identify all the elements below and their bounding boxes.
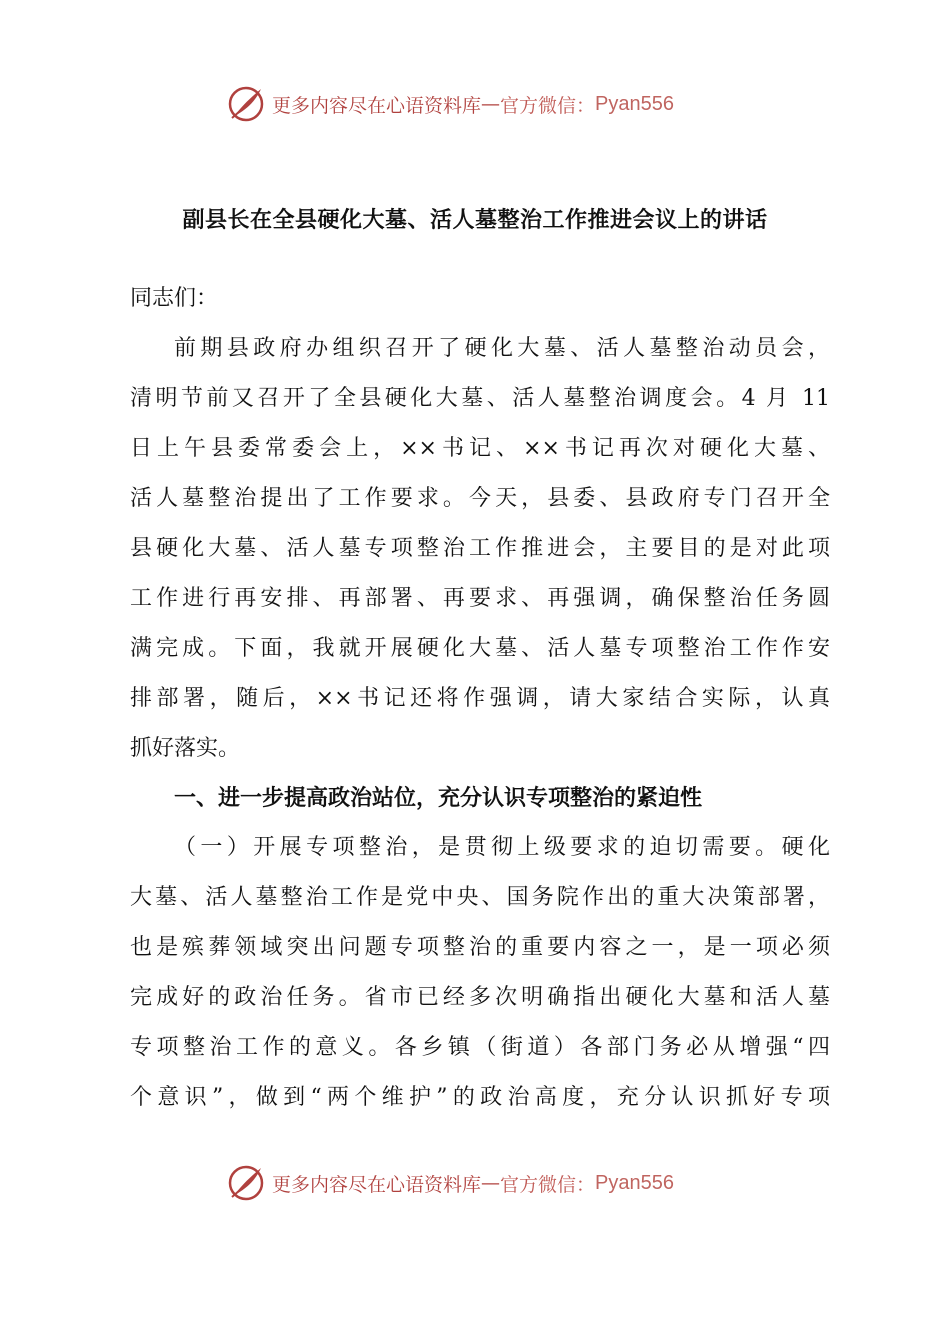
salutation: 同志们：: [130, 286, 219, 311]
paragraph-line: 县硬化大墓、活人墓专项整治工作推进会，主要目的是对此项: [130, 536, 830, 561]
paragraph-line: 满完成。下面，我就开展硬化大墓、活人墓专项整治工作作安: [130, 636, 830, 661]
banner-wechat-id: Pyan556: [595, 92, 674, 115]
section-paragraph-line: 大墓、活人墓整治工作是党中央、国务院作出的重大决策部署，: [130, 885, 830, 910]
paragraph-line: 日上午县委常委会上，××书记、××书记再次对硬化大墓、: [130, 436, 830, 461]
section-paragraph-line: 个意识”，做到“两个维护”的政治高度，充分认识抓好专项: [130, 1085, 830, 1110]
banner-separator: —: [481, 93, 501, 115]
banner-main-text: 更多内容尽在心语资料库: [272, 1173, 482, 1196]
paragraph-line: 抓好落实。: [130, 736, 241, 761]
paragraph-line: 活人墓整治提出了工作要求。今天，县委、县政府专门召开全: [130, 486, 830, 511]
section-heading: 一、进一步提高政治站位，充分认识专项整治的紧迫性: [174, 785, 703, 811]
section-paragraph-line: 也是殡葬领域突出问题专项整治的重要内容之一，是一项必须: [130, 935, 830, 960]
document-title: 副县长在全县硬化大墓、活人墓整治工作推进会议上的讲话: [182, 207, 768, 233]
banner-wechat-id: Pyan556: [595, 1171, 674, 1194]
paragraph-line: 排部署，随后，××书记还将作强调，请大家结合实际，认真: [130, 686, 830, 711]
quill-logo-icon: [226, 1163, 266, 1203]
section-paragraph-line: 专项整治工作的意义。各乡镇（街道）各部门务必从增强“四: [130, 1035, 830, 1060]
footer-watermark-banner: [226, 1161, 674, 1205]
section-paragraph-line: 完成好的政治任务。省市已经多次明确指出硬化大墓和活人墓: [130, 985, 830, 1010]
banner-main-text: 更多内容尽在心语资料库: [272, 94, 482, 117]
banner-wechat-label: 官方微信：: [500, 1173, 596, 1196]
paragraph-line: 前期县政府办组织召开了硬化大墓、活人墓整治动员会，: [174, 336, 830, 361]
banner-wechat-label: 官方微信：: [500, 94, 596, 117]
paragraph-line: 清明节前又召开了全县硬化大墓、活人墓整治调度会。4 月 11: [130, 386, 830, 411]
section-paragraph-line: （一）开展专项整治，是贯彻上级要求的迫切需要。硬化: [174, 835, 830, 860]
quill-logo-icon: [226, 84, 266, 124]
header-watermark-banner: [226, 82, 674, 126]
paragraph-line: 工作进行再安排、再部署、再要求、再强调，确保整治任务圆: [130, 586, 830, 611]
banner-separator: —: [481, 1172, 501, 1194]
